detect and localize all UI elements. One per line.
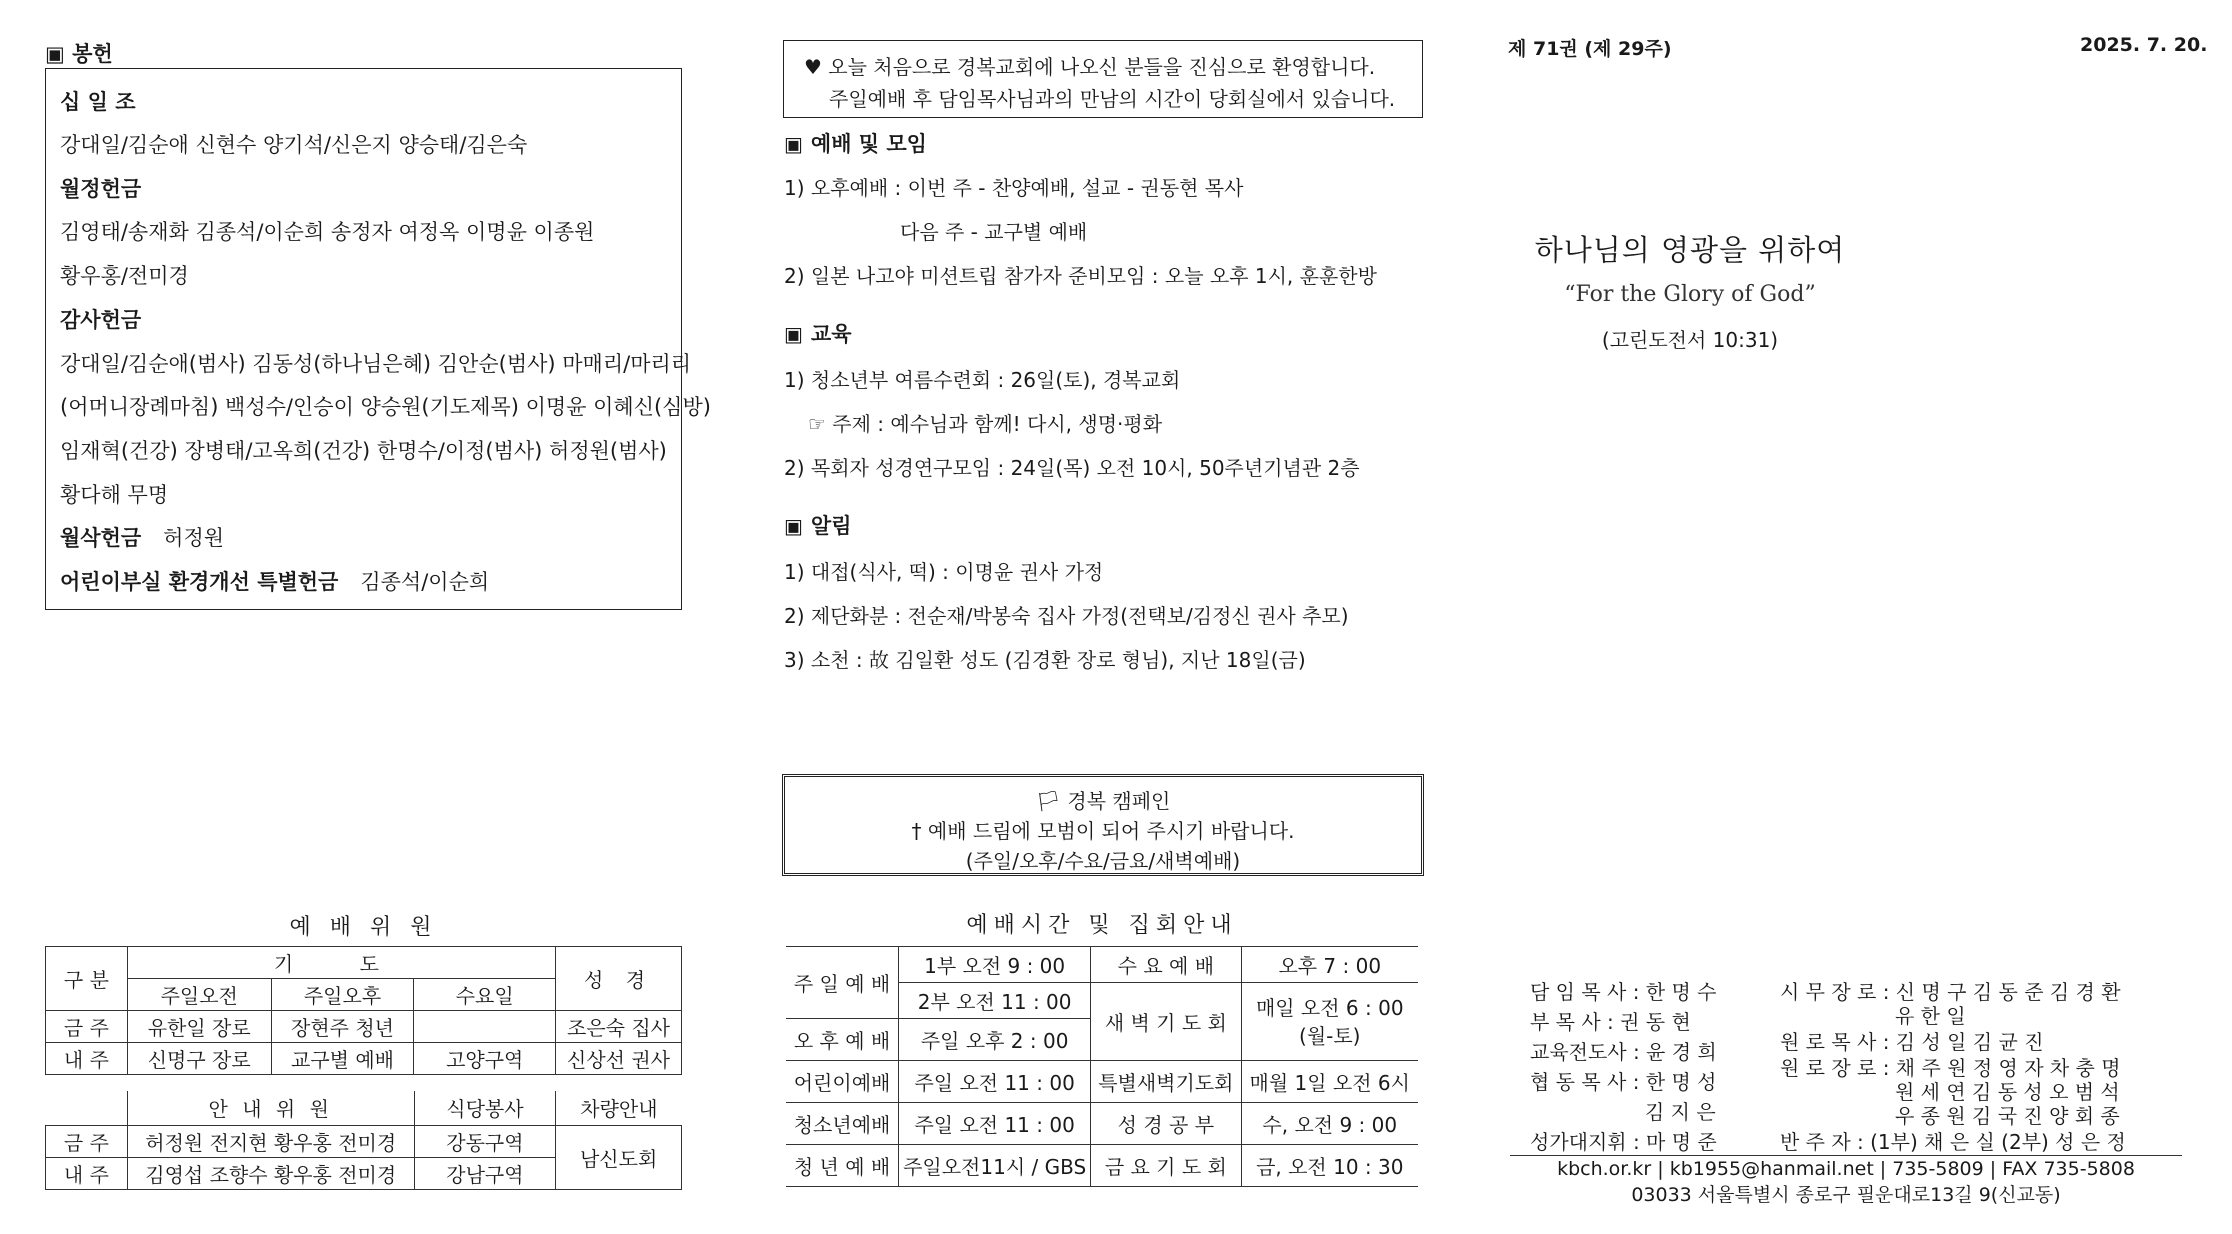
sched-dawn-time: [1241, 983, 1418, 1061]
cell: 강동구역: [414, 1125, 556, 1157]
staff-left-6: 성가대지휘 : 마 명 준: [1530, 1130, 1717, 1154]
welcome-line-1: ♥ 오늘 처음으로 경복교회에 나오신 분들을 진심으로 환영합니다.: [804, 55, 1376, 79]
thanks-names-2: (어머니장례마침) 백성수/인승이 양승원(기도제목) 이명윤 이혜신(심방): [60, 395, 711, 419]
staff-left-3: 교육전도사 : 윤 경 희: [1530, 1040, 1717, 1064]
table-row: [46, 1043, 682, 1075]
education-heading-text: 교육: [810, 322, 852, 346]
thanks-title: 감사헌금: [60, 308, 142, 332]
education-item-2: 2) 목회자 성경연구모임 : 24일(목) 오전 10시, 50주년기념관 2층: [784, 456, 1360, 480]
sched-young: 청 년 예 배: [786, 1145, 899, 1187]
schedule-title: 예배시간 및 집회안내: [966, 913, 1238, 938]
notice-item-3: 3) 소천 : 故 김일환 성도 (김경환 장로 형님), 지난 18일(금): [784, 648, 1306, 672]
staff-left-4: 협 동 목 사 : 한 명 성: [1530, 1070, 1717, 1094]
cell: 허정원 전지현 황우홍 전미경: [127, 1125, 414, 1157]
sched-special: 특별새벽기도회: [1091, 1061, 1241, 1103]
staff-left-2: 부 목 사 : 권 동 현: [1530, 1010, 1691, 1034]
campaign-line-1: † 예배 드림에 모범이 되어 주시기 바랍니다.: [911, 819, 1295, 843]
sched-wed-time: 오후 7 : 00: [1241, 947, 1418, 983]
h-sun-pm: 주일오후: [271, 979, 414, 1011]
cell: 고양구역: [414, 1043, 556, 1075]
cover-english: “For the Glory of God”: [1564, 282, 1816, 307]
special-names: 김종석/이순희: [360, 570, 490, 594]
rice-label: 월삭헌금: [60, 526, 142, 550]
offering-heading: ▣ 봉헌: [45, 42, 113, 66]
contact-line-2: 03033 서울특별시 종로구 필운대로13길 9(신교동): [1631, 1184, 2061, 1206]
contact-line-1: kbch.or.kr | kb1955@hanmail.net | 735-5809 | FAX 735-5808: [1557, 1158, 2135, 1180]
h-scripture: 성 경: [556, 947, 682, 1011]
committee-table: [45, 946, 682, 1075]
campaign-title: 🏳 경복 캠페인: [1035, 789, 1171, 813]
notice-heading: ▣ 알림: [784, 514, 852, 538]
worship-heading: ▣ 예배 및 모임: [784, 132, 927, 156]
cell: 강남구역: [414, 1157, 556, 1189]
h-car: 차량안내: [556, 1091, 682, 1125]
h-prayer: 기 도: [127, 947, 555, 979]
sched-bible-time: 수, 오전 9 : 00: [1241, 1103, 1418, 1145]
cover-verse: (고린도전서 10:31): [1601, 328, 1779, 352]
worship-heading-text: 예배 및 모임: [810, 132, 927, 156]
notice-heading-text: 알림: [810, 514, 852, 538]
staff-right-6: 우 종 원 김 국 진 양 회 종: [1895, 1104, 2120, 1128]
cell: 금 주: [46, 1125, 128, 1157]
sched-kids: 어린이예배: [786, 1061, 899, 1103]
monthly-title: 월정헌금: [60, 177, 142, 201]
cell: 신상선 권사: [556, 1043, 682, 1075]
cell: 유한일 장로: [127, 1011, 271, 1043]
usher-corner: [46, 1091, 128, 1125]
cell: 김영섭 조향수 황우홍 전미경: [127, 1157, 414, 1189]
tithe-names: 강대일/김순애 신현수 양기석/신은지 양승태/김은숙: [60, 133, 528, 157]
volume-label: 제 71권 (제 29주): [1508, 38, 1672, 60]
schedule-table: [786, 946, 1418, 1187]
staff-right-3: 원 로 목 사 : 김 성 일 김 균 진: [1780, 1030, 2044, 1054]
cover-title: 하나님의 영광을 위하여: [1534, 233, 1846, 267]
staff-right-7: 반 주 자 : (1부) 채 은 실 (2부) 성 은 정: [1780, 1130, 2126, 1154]
sched-kids-time: 주일 오전 11 : 00: [899, 1061, 1091, 1103]
staff-right-4: 원 로 장 로 : 채 주 원 정 영 자 차 충 명: [1780, 1056, 2121, 1080]
education-item-1b: ☞ 주제 : 예수님과 함께! 다시, 생명·평화: [808, 412, 1163, 436]
table-row: [46, 1125, 682, 1157]
sched-wed: 수 요 예 배: [1091, 947, 1241, 983]
sched-youth: 청소년예배: [786, 1103, 899, 1145]
usher-table: [45, 1091, 682, 1190]
sched-bible: 성 경 공 부: [1091, 1103, 1241, 1145]
staff-left-5: 김 지 은: [1645, 1100, 1716, 1124]
committee-title: 예 배 위 원: [289, 915, 438, 940]
tithe-title: 십 일 조: [60, 90, 136, 114]
notice-item-1: 1) 대접(식사, 떡) : 이명윤 권사 가정: [784, 560, 1104, 584]
h-wed: 수요일: [414, 979, 556, 1011]
footer-divider: [1510, 1155, 2182, 1156]
h-usher: 안 내 위 원: [127, 1091, 414, 1125]
staff-right-2: 유 한 일: [1895, 1004, 1966, 1028]
campaign-box: [782, 774, 1424, 876]
table-row: [46, 1011, 682, 1043]
car-value: 남신도회: [556, 1125, 682, 1189]
sched-sun-2: 2부 오전 11 : 00: [899, 983, 1091, 1019]
sched-sun: 주 일 예 배: [786, 947, 899, 1019]
welcome-box: [783, 40, 1423, 118]
sched-sun-1: 1부 오전 9 : 00: [899, 947, 1091, 983]
cell: 교구별 예배: [271, 1043, 414, 1075]
thanks-names-3: 임재혁(건강) 장병태/고옥희(건강) 한명수/이정(범사) 허정원(범사): [60, 439, 667, 463]
special-offering: [60, 566, 489, 596]
special-label: 어린이부실 환경개선 특별헌금: [60, 570, 339, 594]
worship-item-2: 2) 일본 나고야 미션트립 참가자 준비모임 : 오늘 오후 1시, 훈훈한방: [784, 264, 1377, 288]
sched-dawn-time-1: 매일 오전 6 : 00: [1255, 995, 1404, 1020]
sched-dawn: 새 벽 기 도 회: [1091, 983, 1241, 1061]
worship-item-1: 1) 오후예배 : 이번 주 - 찬양예배, 설교 - 권동현 목사: [784, 176, 1244, 200]
rice-offering: [60, 522, 224, 552]
cell: 조은숙 집사: [556, 1011, 682, 1043]
worship-item-1b: 다음 주 - 교구별 예배: [900, 220, 1088, 244]
sched-pm-time: 주일 오후 2 : 00: [899, 1019, 1091, 1061]
cell: [414, 1011, 556, 1043]
monthly-names-1: 김영태/송재화 김종석/이순희 송정자 여정옥 이명윤 이종원: [60, 220, 595, 244]
sched-dawn-time-2: (월-토): [1299, 1023, 1361, 1048]
education-heading: ▣ 교육: [784, 322, 852, 346]
sched-pm: 오 후 예 배: [786, 1019, 899, 1061]
sched-fri-time: 금, 오전 10 : 30: [1241, 1145, 1418, 1187]
sched-fri: 금 요 기 도 회: [1091, 1145, 1241, 1187]
cell: 내 주: [46, 1157, 128, 1189]
cell: 금 주: [46, 1011, 128, 1043]
h-sun-am: 주일오전: [127, 979, 271, 1011]
sched-youth-time: 주일 오전 11 : 00: [899, 1103, 1091, 1145]
campaign-line-2: (주일/오후/수요/금요/새벽예배): [965, 849, 1241, 873]
cell: 장현주 청년: [271, 1011, 414, 1043]
sched-young-time: 주일오전11시 / GBS: [899, 1145, 1091, 1187]
date-label: 2025. 7. 20.: [2080, 34, 2208, 56]
welcome-line-2: 주일예배 후 담임목사님과의 만남의 시간이 당회실에서 있습니다.: [829, 87, 1396, 111]
staff-left-1: 담 임 목 사 : 한 명 수: [1530, 980, 1717, 1004]
rice-names: 허정원: [163, 526, 225, 550]
notice-item-2: 2) 제단화분 : 전순재/박봉숙 집사 가정(전택보/김정신 권사 추모): [784, 604, 1349, 628]
cell: 신명구 장로: [127, 1043, 271, 1075]
offering-box: [45, 68, 711, 610]
h-kitchen: 식당봉사: [414, 1091, 556, 1125]
thanks-names-1: 강대일/김순애(범사) 김동성(하나님은혜) 김안순(범사) 마매리/마리리: [60, 352, 692, 376]
education-item-1: 1) 청소년부 여름수련회 : 26일(토), 경복교회: [784, 368, 1181, 392]
staff-right-5: 원 세 연 김 동 성 오 범 석: [1895, 1080, 2120, 1104]
staff-right-1: 시 무 장 로 : 신 명 구 김 동 준 김 경 환: [1780, 980, 2121, 1004]
thanks-names-4: 황다해 무명: [60, 483, 169, 507]
sched-special-time: 매월 1일 오전 6시: [1241, 1061, 1418, 1103]
monthly-names-2: 황우홍/전미경: [60, 264, 189, 288]
h-category: 구 분: [46, 947, 128, 1011]
cell: 내 주: [46, 1043, 128, 1075]
